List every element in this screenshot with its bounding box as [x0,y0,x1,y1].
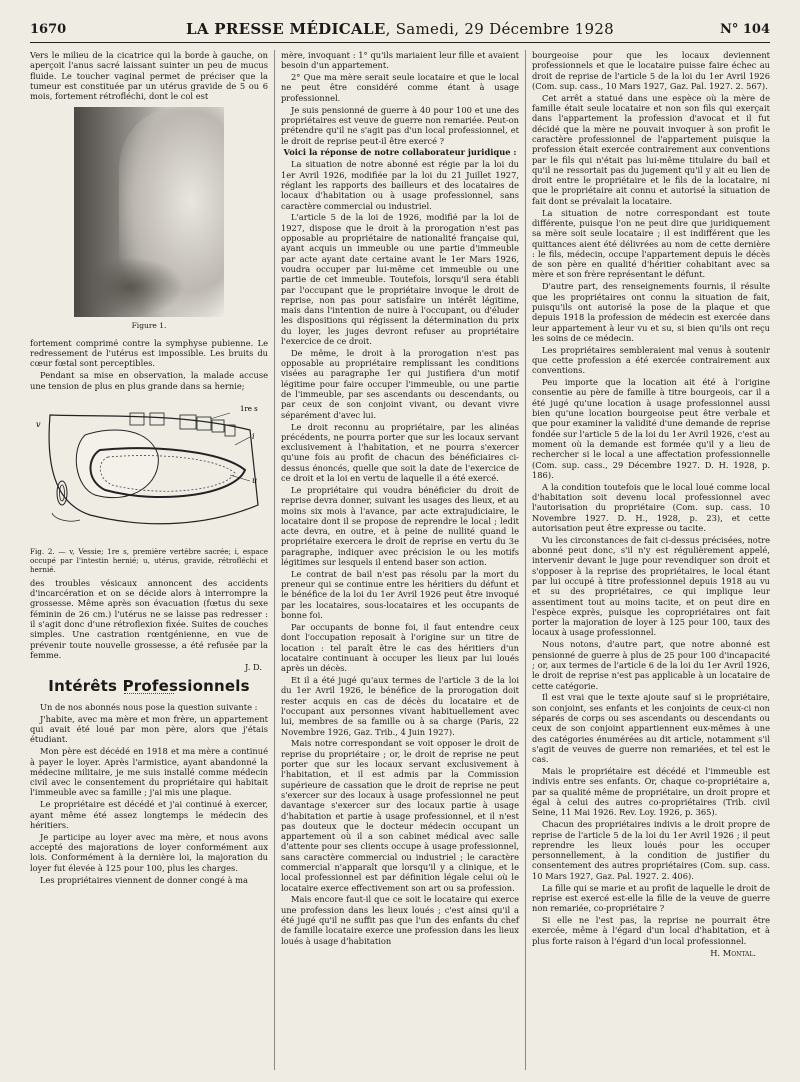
column-1 [30,50,268,886]
figure-2-caption: Fig. 2. — v, Vessie; 1re s, première vertèbre sacrée; i, espace occupé par l'intestin hernié; u, utérus, gravide, rétrofléchi et hernié. [30,546,268,574]
paragraph: La fille qui se marie et au profit de laquelle le droit de reprise est exercé est-elle la fille de la veuve de guerre non remariée, co-propriétaire ? [532,882,770,914]
page-header [30,20,770,42]
fig2-label-i: i [252,431,255,441]
paragraph: J'habite, avec ma mère et mon frère, un appartement qui avait été loué par mon père, alors que j'étais étudiant. [30,713,268,745]
paragraph: Le propriétaire qui voudra bénéficier du droit de reprise devra donner, suivant les usages des lieux, et au moins six mois à l'avance, par acte extrajudiciaire, le locataire dont il se propose de reprendre le local ; ledit acte devra, en outre, et à peine de nullité quand le propriétaire exercera le droit de reprise en vertu du 3e paragraphe, indiquer avec précision le ou les motifs légitimes sur lesquels il entend baser son action. [281,484,519,567]
paragraph: 2° Que ma mère serait seule locataire et que le local ne peut être considéré comme étant à usage professionnel. [281,72,519,103]
paragraph: Peu importe que la location ait été à l'origine consentie au père de famille à titre bourgeois, car il a été jugé qu'une location à usage professionnel aussi bien qu'une location bourgeoise peut être verbale et que pour examiner la validité d'une demande de reprise fondée sur l'article 5 de la loi du 1er Avril 1926, c'est au moment où la demande est formée qu'il y a lieu de rechercher si le local a une affectation professionnelle (Com. sup. cass., 29 Décembre 1927. D. H. 1928, p. 186). [532,377,770,480]
journal-title-line: LA PRESSE MÉDICALE, Samedi, 29 Décembre 1928 [185,20,615,38]
paragraph: des troubles vésicaux annoncent des accidents d'incarcération et on se décide alors à interrompre la grossesse. Même après son évacuation (fœtus du sexe féminin de 26 cm.) l'utérus ne se laisse pas redresser : il s'agit donc d'une rétroflexion fixée. Suites de couches simples. Une castration rœntgénienne, en vue de prévenir toute nouvelle grossesse, a été refusée par la femme. [30,577,268,660]
page-number: 1670 [30,22,67,37]
paragraph: Le propriétaire est décédé et j'ai continué à exercer, ayant même été assez longtemps le médecin des héritiers. [30,799,268,830]
paragraph: Le contrat de bail n'est pas résolu par la mort du preneur qui se continue entre les héritiers du défunt et le bénéfice de la loi du 1er Avril 1926 peut être invoqué par les locataires, sous-locataires et les occupants de bonne foi. [281,568,519,621]
issue-number: N° 104 [719,22,770,37]
paragraph: Cet arrêt a statué dans une espèce où la mère de famille était seule locataire et non son fils qui exerçait dans l'appartement la profession d'avocat et il fut décidé que la mère ne pouvait invoquer à son profit le caractère professionnel de l'appartement puisque la profession était exercée contrairement aux conventions par le fils qui n'était pas lui-même titulaire du bail et qu'il ne ressortait pas du jugement qu'il y ait eu lien de droit entre le propriétaire et le fils de la locataire, ni que le propriétaire ait connu et autorisé la situation de fait dont se prévalait la locataire. [532,92,770,206]
issue-date: Samedi, 29 Décembre 1928 [395,20,615,38]
fig2-label-first-sacral: 1re s [240,404,258,413]
fig2-label-v: v [36,419,41,429]
paragraph: Vu les circonstances de fait ci-dessus précisées, notre abonné peut donc, s'il n'y est régulièrement appelé, intervenir devant le juge pour revendiquer son droit et s'opposer à la reprise des propriétaires, le local étant par lui occupé à titre professionnel depuis 1918 au vu et su des propriétaires, ce qui implique leur assentiment tout au moins tacite, et on peut dire en l'espèce exprès, puisque les copropriétaires ont fait porter la majoration de loyer à 125 pour 100, taux des locaux à usage professionnel. [532,534,770,638]
column-divider-1 [274,50,275,1070]
paragraph: Les propriétaires sembleraient mal venus à soutenir que cette profession a été exercée contrairement aux conventions. [532,344,770,376]
paragraph: bourgeoise pour que les locaux deviennent professionnels et que le locataire puisse faire échec au droit de reprise de l'article 5 de la loi du 1er Avril 1926 (Com. sup. cass., 10 Mars 1927, Gaz. Pal. 1927. 2. 567). [532,50,770,91]
paragraph: mère, invoquant : 1° qu'ils mariaient leur fille et avaient besoin d'un appartement. [281,50,519,71]
paragraph: Nous notons, d'autre part, que notre abonné est pensionné de guerre à plus de 25 pour 100 d'incapacité ; or, aux termes de l'article 6 de la loi du 1er Avril 1926, le droit de reprise n'est pas applicable à un locataire de cette catégorie. [532,639,770,691]
paragraph: Si elle ne l'est pas, la reprise ne pourrait être exercée, même à l'égard d'un local d'habitation, et à plus forte raison à l'égard d'un local professionnel. [532,915,770,946]
paragraph: Le droit reconnu au propriétaire, par les alinéas précédents, ne pourra porter que sur les locaux servant exclusivement à l'habitation, et ne pourra s'exercer qu'une fois au profit de chacun des bénéficiaires ci-dessus énoncés, quelle que soit la date de l'exercice de ce droit et la loi en vertu de laquelle il a été exercé. [281,421,519,484]
paragraph: La situation de notre abonné est régie par la loi du 1er Avril 1926, modifiée par la loi du 21 Juillet 1927, réglant les rapports des bailleurs et des locataires de locaux d'habitation ou à usage professionnel, sans caractère commercial ou industriel. [281,159,519,211]
paragraph: Chacun des propriétaires indivis a le droit propre de reprise de l'article 5 de la loi du 1er Avril 1926 ; il peut reprendre les lieux loués pour les occuper personnellement, à la condition de justifier du consentement des autres propriétaires (Com. sup. cass. 10 Mars 1927, Gaz. Pal. 1927. 2. 406). [532,819,770,881]
signature: J. D. [245,662,262,673]
reply-heading: Voici la réponse de notre collaborateur juridique : [283,147,517,158]
header-rule [30,42,770,43]
paragraph: Mon père est décédé en 1918 et ma mère a continué à payer le loyer. Après l'armistice, ayant abandonné la médecine militaire, je me suis installé comme médecin civil avec le consentement du propriétaire qui habitait l'immeuble avec sa famille ; j'ai mis une plaque. [30,746,268,798]
paragraph: Vers le milieu de la cicatrice qui la borde à gauche, on aperçoit l'anus sacré laissant suinter un peu de mucus fluide. Le toucher vaginal permet de préciser que la tumeur est constituée par un utérus gravide de 5 ou 6 mois, fortement rétrofléchi, dont le col est [30,50,268,102]
journal-title: LA PRESSE MÉDICALE [185,20,386,38]
column-2 [281,50,519,948]
paragraph: Les propriétaires viennent de donner congé à ma [40,874,248,885]
paragraph: fortement comprimé contre la symphyse pubienne. Le redressement de l'utérus est impossible. Les bruits du cœur fœtal sont perceptibles. [30,337,268,369]
fig2-label-u: u [252,475,258,485]
figure-2-diagram [30,395,268,545]
figure-1-photo [74,107,224,317]
column-divider-2 [525,50,526,1070]
paragraph: Et il a été jugé qu'aux termes de l'article 3 de la loi du 1er Avril 1926, le bénéfice de la prorogation doit rester acquis en cas de décès du locataire et de l'occupant aux personnes vivant habituellement avec lui, membres de sa famille ou à sa charge (Paris, 22 Novembre 1926, Gaz. Trib., 4 Juin 1927). [281,675,519,737]
paragraph: Il est vrai que le texte ajoute sauf si le propriétaire, son conjoint, ses enfants et les conjoints de ceux-ci non séparés de corps ou ses ascendants ou descendants ou ceux de son conjoint appartiennent eux-mêmes à une des catégories énumérées au dit article, notamment s'il s'agit de veuves de guerre non remariées, et tel est le cas. [532,692,770,765]
paragraph: De même, le droit à la prorogation n'est pas opposable au propriétaire remplissant les conditions visées au paragraphe 1er qui justifiera d'un motif légitime pour faire occuper l'immeuble, ou une partie de l'immeuble, par ses ascendants ou descendants, ou par ceux de son conjoint vivant, ou devant vivre séparément d'avec lui. [281,347,519,420]
paragraph: A la condition toutefois que le local loué comme local d'habitation soit devenu local professionnel avec l'autorisation du propriétaire (Com. sup. cass. 10 Novembre 1927. D. H., 1928, p. 23), et cette autorisation peut être expresse ou tacite. [532,481,770,533]
question-intro: Un de nos abonnés nous pose la question suivante : [40,701,258,712]
paragraph: Je participe au loyer avec ma mère, et nous avons accepté des majorations de loyer conformément aux lois. Conformément à la dernière loi, la majoration du loyer fut élevée à 125 pour 100, plus les charges. [30,831,268,873]
paragraph: Mais le propriétaire est décédé et l'immeuble est indivis entre ses enfants. Or, chaque co-propriétaire a, par sa qualité même de propriétaire, un droit propre et égal à celui des autres co-propriétaires (Trib. civil Seine, 11 Mai 1926. Rev. Loy. 1926, p. 365). [532,766,770,818]
figure-1-caption: Figure 1. [131,321,167,331]
paragraph: Je suis pensionné de guerre à 40 pour 100 et une des propriétaires est veuve de guerre non remariée. Peut-on prétendre qu'il ne s'agit pas d'un local professionnel, et le droit de reprise peut-il être exercé ? [281,104,519,146]
column-3 [532,50,770,958]
paragraph: Pendant sa mise en observation, la malade accuse une tension de plus en plus grande dans sa hernie; [30,370,268,391]
paragraph: Mais encore faut-il que ce soit le locataire qui exerce une profession dans les lieux loués ; c'est ainsi qu'il a été jugé qu'il ne suffit pas que l'un des enfants du chef de famille locataire exerce une profession dans les lieux loués à usage d'habitation [281,894,519,946]
section-title: Intérêts Professionnels [48,676,250,695]
paragraph: La situation de notre correspondant est toute différente, puisque l'on ne peut dire que juridiquement sa mère soit seule locataire ; il est indifférent que les quittances aient été délivrées au nom de cette dernière : le fils, médecin, occupe l'appartement depuis le décès de son père en qualité d'héritier cohabitant avec sa mère et son frère représentant le défunt. [532,207,770,280]
author-signature: H. Montal. [710,947,756,958]
paragraph: Mais notre correspondant se voit opposer le droit de reprise du propriétaire ; or, le droit de reprise ne peut porter que sur les locaux servant exclusivement à l'habitation, et il est admis par la Commission supérieure de cassation que le droit de reprise ne peut s'exercer sur des locaux à usage professionnel ne peut davantage s'exercer sur des locaux partie à usage d'habitation et partie à usage professionnel, et il n'est pas douteux que le docteur médecin occupant un appartement où il a son cabinet médical avec salle d'attente pour ses clients occupe à usage professionnel, sans caractère commercial ou industriel ; le caractère commercial n'apparaît que lorsqu'il y a clinique, et le local professionnel est par définition légale celui où le locataire exerce effectivement son art ou sa profession. [281,738,519,893]
paragraph: Par occupants de bonne foi, il faut entendre ceux dont l'occupation reposait à l'origine sur un titre de location : tel paraît être le cas des héritiers d'un locataire continuant à occuper les lieux par lui loués après un décès. [281,621,519,674]
paragraph: D'autre part, des renseignements fournis, il résulte que les propriétaires ont connu la situation de fait, puisqu'ils ont autorisé la pose de la plaque et que depuis 1918 la profession de médecin est exercée dans leur appartement à leur vu et su, si bien qu'ils ont reçu les soins de ce médecin. [532,281,770,343]
paragraph: L'article 5 de la loi de 1926, modifié par la loi de 1927, dispose que le droit à la prorogation n'est pas opposable au propriétaire de nationalité française qui, ayant acquis un immeuble ou une partie d'immeuble par acte ayant date certaine avant le 1er Mars 1926, voudra occuper par lui-même cet immeuble ou une partie de cet immeuble. Toutefois, lorsqu'il sera établi par l'occupant que le propriétaire invoque le droit de reprise, non pas pour satisfaire un intérêt légitime, mais dans l'intention de nuire à l'occupant, ou d'éluder les dispositions qui régissent la détermination du prix du loyer, les juges devront refuser au propriétaire l'exercice de ce droit. [281,212,519,346]
